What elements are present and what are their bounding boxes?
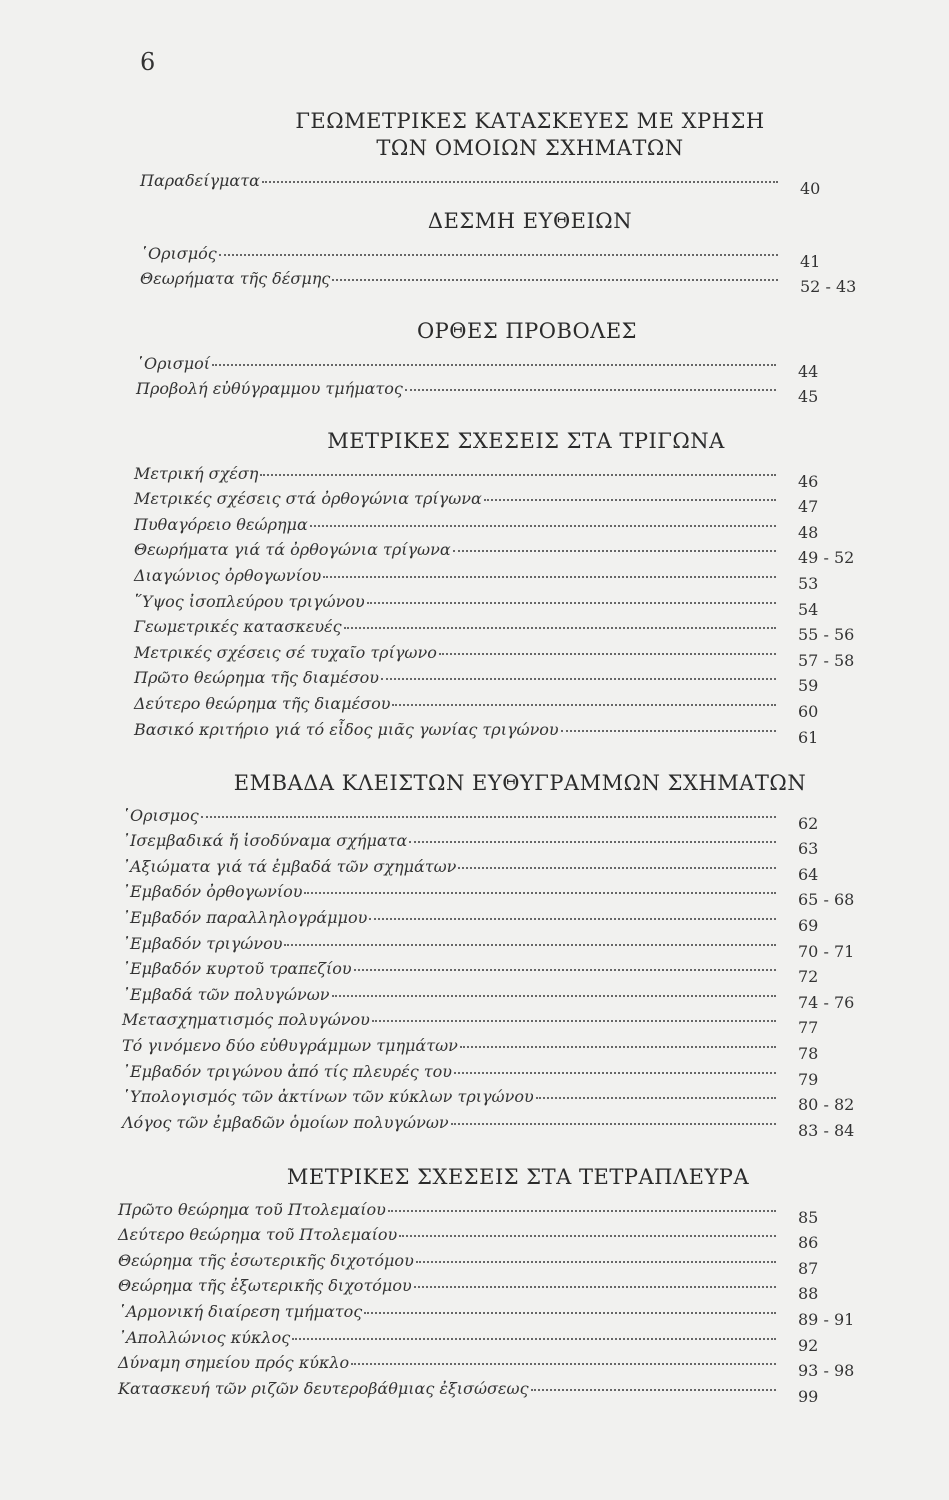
dot-leader — [453, 550, 776, 552]
toc-entry-page: 78 — [798, 1043, 819, 1063]
section-title-line: ΜΕΤΡΙΚΕΣ ΣΧΕΣΕΙΣ ΣΤΑ ΤΡΙΓΩΝΑ — [327, 429, 725, 453]
toc-entry-label: Θεώρημα τῆς ἐξωτερικῆς διχοτόμου — [118, 1276, 412, 1296]
toc-entry-label: ῾Ορισμοί — [136, 353, 211, 373]
dot-leader — [354, 969, 776, 971]
dot-leader — [561, 730, 776, 732]
dot-leader — [439, 653, 776, 655]
toc-entry — [122, 1081, 888, 1115]
toc-entry-page: 72 — [798, 967, 819, 987]
toc-section — [118, 1164, 888, 1406]
toc-entry-label: Θεωρήματα γιά τά ὀρθογώνια τρίγωνα — [134, 540, 451, 560]
toc-entry-label: Παραδείγματα — [140, 170, 260, 190]
dot-leader — [458, 867, 776, 869]
dot-leader — [262, 181, 778, 183]
toc-entry-page: 53 — [798, 573, 819, 593]
toc-entry-page: 99 — [798, 1386, 819, 1406]
toc-entry-page: 83 - 84 — [798, 1120, 855, 1140]
toc-entry — [140, 164, 890, 198]
toc-entry-label: Γεωμετρικές κατασκευές — [134, 617, 342, 637]
toc-entry — [118, 1219, 888, 1253]
toc-entry — [134, 662, 888, 696]
toc-entry-page: 60 — [798, 701, 819, 721]
toc-entry-label: Δεύτερο θεώρημα τοῦ Πτολεμαίου — [118, 1225, 398, 1245]
toc-entry-label: Δεύτερο θεώρημα τῆς διαμέσου — [134, 693, 391, 713]
toc-entry-page: 59 — [798, 676, 819, 696]
dot-leader — [332, 279, 778, 281]
toc-entry — [140, 263, 890, 297]
toc-entry — [134, 508, 888, 542]
toc-entry-page: 85 — [798, 1207, 819, 1227]
dot-leader — [284, 944, 776, 946]
toc-entry-page: 80 - 82 — [798, 1095, 855, 1115]
toc-entry-label: Μετρικές σχέσεις σέ τυχαῖο τρίγωνο — [134, 642, 437, 662]
toc-entry — [134, 611, 888, 645]
toc-section — [134, 428, 888, 747]
section-title — [118, 1164, 888, 1191]
toc-entry-label: Λόγος τῶν ἐμβαδῶν ὁμοίων πολυγώνων — [122, 1112, 449, 1132]
toc-section — [140, 208, 890, 297]
toc-entry-page: 92 — [798, 1335, 819, 1355]
toc-entry-label: ᾿Εμβαδόν κυρτοῦ τραπεζίου — [122, 959, 352, 979]
toc-entry — [122, 850, 888, 884]
dot-leader — [409, 841, 776, 843]
dot-leader — [369, 918, 776, 920]
toc-entry-label: Κατασκευή τῶν ριζῶν δευτεροβάθμιας ἐξισώσεως — [118, 1378, 529, 1398]
dot-leader — [351, 1363, 776, 1365]
toc-entry-page: 88 — [798, 1284, 819, 1304]
toc-entry-page: 74 - 76 — [798, 992, 855, 1012]
toc-entry — [122, 825, 888, 859]
section-title-line: ΤΩΝ ΟΜΟΙΩΝ ΣΧΗΜΑΤΩΝ — [376, 136, 684, 160]
dot-leader — [367, 602, 776, 604]
toc-entry-label: Μετρική σχέση — [134, 463, 259, 483]
toc-entry-label: Θεώρημα τῆς ἐσωτερικῆς διχοτόμου — [118, 1250, 414, 1270]
toc-entry-page: 52 - 43 — [800, 277, 857, 297]
dot-leader — [344, 627, 776, 629]
section-title — [140, 208, 890, 235]
toc-entry — [134, 457, 888, 491]
dot-leader — [372, 1020, 776, 1022]
toc-entry — [122, 978, 888, 1012]
toc-entry — [134, 483, 888, 517]
toc-entry — [134, 687, 888, 721]
toc-entry-label: Προβολή εὐθύγραμμου τμήματος — [136, 379, 403, 399]
section-title — [134, 428, 888, 455]
toc-entry-list — [118, 1193, 888, 1406]
toc-entry-page: 48 — [798, 522, 819, 542]
dot-leader — [405, 389, 776, 391]
toc-entry-label: ῾Αρμονική διαίρεση τμήματος — [118, 1301, 363, 1321]
toc-entry — [118, 1372, 888, 1406]
section-title — [140, 108, 890, 162]
dot-leader — [332, 995, 777, 997]
toc-entry-page: 44 — [798, 361, 819, 381]
toc-entry — [118, 1295, 888, 1329]
toc-entry-label: Μετρικές σχέσεις στά ὀρθογώνια τρίγωνα — [134, 489, 482, 509]
toc-entry-label: Πυθαγόρειο θεώρημα — [134, 514, 308, 534]
toc-entry — [136, 347, 888, 381]
toc-entry — [122, 1055, 888, 1089]
toc-entry-label: ῾Υπολογισμός τῶν ἀκτίνων τῶν κύκλων τριγώνου — [122, 1087, 534, 1107]
dot-leader — [292, 1338, 776, 1340]
toc-entry-label: Βασικό κριτήριο γιά τό εἶδος μιᾶς γωνίας τριγώνου — [134, 719, 559, 739]
dot-leader — [536, 1097, 776, 1099]
toc-entry-page: 69 — [798, 915, 819, 935]
toc-entry-label: Πρῶτο θεώρημα τῆς διαμέσου — [134, 668, 379, 688]
section-title-line: ΓΕΩΜΕΤΡΙΚΕΣ ΚΑΤΑΣΚΕΥΕΣ ΜΕ ΧΡΗΣΗ — [295, 109, 765, 133]
toc-entry-page: 57 - 58 — [798, 650, 855, 670]
toc-entry-page: 55 - 56 — [798, 625, 855, 645]
toc-entry-label: ᾿Εμβαδόν τριγώνου ἀπό τίς πλευρές του — [122, 1061, 452, 1081]
toc-entry — [122, 927, 888, 961]
dot-leader — [451, 1123, 776, 1125]
toc-entry — [118, 1193, 888, 1227]
toc-entry-list — [122, 799, 888, 1140]
toc-entry — [134, 636, 888, 670]
toc-entry-page: 70 - 71 — [798, 941, 855, 961]
toc-entry — [134, 713, 888, 747]
dot-leader — [484, 499, 776, 501]
toc-entry — [122, 901, 888, 935]
dot-leader — [460, 1046, 776, 1048]
dot-leader — [219, 254, 778, 256]
dot-leader — [454, 1072, 776, 1074]
toc-entry-label: ᾿Απολλώνιος κύκλος — [118, 1327, 291, 1347]
toc-entry-page: 47 — [798, 497, 819, 517]
toc-entry-label: ῾Ορισμος — [122, 805, 199, 825]
toc-entry-label: ᾿Εμβαδά τῶν πολυγώνων — [122, 984, 330, 1004]
dot-leader — [201, 816, 776, 818]
toc-entry — [122, 876, 888, 910]
toc-entry-page: 77 — [798, 1018, 819, 1038]
dot-leader — [323, 576, 776, 578]
toc-entry — [134, 585, 888, 619]
toc-entry-page: 93 - 98 — [798, 1361, 855, 1381]
toc-entry-label: ῞Υψος ἰσοπλεύρου τριγώνου — [134, 591, 365, 611]
toc-entry-page: 64 — [798, 864, 819, 884]
toc-entry-page: 61 — [798, 727, 819, 747]
toc-entry-page: 79 — [798, 1069, 819, 1089]
toc-entry — [122, 1004, 888, 1038]
section-title-line: ΜΕΤΡΙΚΕΣ ΣΧΕΣΕΙΣ ΣΤΑ ΤΕΤΡΑΠΛΕΥΡΑ — [286, 1165, 750, 1189]
toc-entry-page: 86 — [798, 1233, 819, 1253]
toc-entry-label: Πρῶτο θεώρημα τοῦ Πτολεμαίου — [118, 1199, 386, 1219]
section-title-line: ΕΜΒΑΔΑ ΚΛΕΙΣΤΩΝ ΕΥΘΥΓΡΑΜΜΩΝ ΣΧΗΜΑΤΩΝ — [233, 771, 807, 795]
toc-entry — [140, 237, 890, 271]
toc-entry-page: 41 — [800, 251, 821, 271]
toc-section — [122, 770, 888, 1140]
toc-entry-label: Δύναμη σημείου πρός κύκλο — [118, 1353, 350, 1373]
toc-entry — [122, 953, 888, 987]
toc-entry-page: 87 — [798, 1258, 819, 1278]
toc-entry-label: ῾Ορισμός — [140, 243, 217, 263]
toc-entry — [118, 1321, 888, 1355]
toc-entry-label: ᾿Εμβαδόν ὀρθογωνίου — [122, 882, 303, 902]
dot-leader — [381, 678, 776, 680]
toc-entry-page: 62 — [798, 813, 819, 833]
toc-entry — [118, 1270, 888, 1304]
toc-entry — [134, 534, 888, 568]
dot-leader — [260, 474, 776, 476]
toc-entry-label: Θεωρήματα τῆς δέσμης — [140, 269, 331, 289]
toc-entry-label: ᾿Ισεμβαδικά ἤ ἰσοδύναμα σχήματα — [122, 831, 408, 851]
toc-entry-label: Μετασχηματισμός πολυγώνου — [122, 1010, 370, 1030]
dot-leader — [414, 1286, 776, 1288]
section-title-line: ΔΕΣΜΗ ΕΥΘΕΙΩΝ — [427, 209, 633, 233]
dot-leader — [416, 1261, 776, 1263]
toc-entry-page: 49 - 52 — [798, 548, 855, 568]
dot-leader — [310, 525, 776, 527]
toc-entry-label: ᾿Αξιώματα γιά τά ἐμβαδά τῶν σχημάτων — [122, 856, 457, 876]
toc-entry-list — [134, 457, 888, 747]
toc-section — [140, 108, 890, 198]
toc-entry-list — [140, 237, 890, 297]
page-number: 6 — [140, 48, 156, 76]
toc-entry-label: Διαγώνιος ὀρθογωνίου — [134, 565, 322, 585]
toc-entry-list — [136, 347, 888, 407]
toc-entry-page: 46 — [798, 471, 819, 491]
toc-section — [136, 318, 888, 407]
dot-leader — [399, 1235, 776, 1237]
dot-leader — [388, 1210, 776, 1212]
toc-entry — [122, 1106, 888, 1140]
toc-entry-page: 63 — [798, 839, 819, 859]
toc-entry — [134, 559, 888, 593]
toc-entry — [118, 1347, 888, 1381]
toc-entry-label: ᾿Εμβαδόν τριγώνου — [122, 933, 283, 953]
dot-leader — [364, 1312, 776, 1314]
toc-entry — [122, 1029, 888, 1063]
section-title — [136, 318, 888, 345]
section-title — [122, 770, 888, 797]
toc-entry — [122, 799, 888, 833]
toc-entry-page: 54 — [798, 599, 819, 619]
toc-entry-list — [140, 164, 890, 198]
toc-entry-page: 89 - 91 — [798, 1309, 855, 1329]
toc-entry-label: Τό γινόμενο δύο εὐθυγράμμων τμημάτων — [122, 1035, 458, 1055]
toc-entry — [136, 373, 888, 407]
dot-leader — [212, 364, 776, 366]
toc-entry — [118, 1244, 888, 1278]
toc-entry-page: 40 — [800, 178, 821, 198]
dot-leader — [531, 1389, 776, 1391]
dot-leader — [304, 892, 776, 894]
toc-entry-label: ᾿Εμβαδόν παραλληλογράμμου — [122, 907, 368, 927]
toc-entry-page: 45 — [798, 387, 819, 407]
section-title-line: ΟΡΘΕΣ ΠΡΟΒΟΛΕΣ — [416, 319, 638, 343]
toc-entry-page: 65 - 68 — [798, 890, 855, 910]
dot-leader — [392, 704, 776, 706]
